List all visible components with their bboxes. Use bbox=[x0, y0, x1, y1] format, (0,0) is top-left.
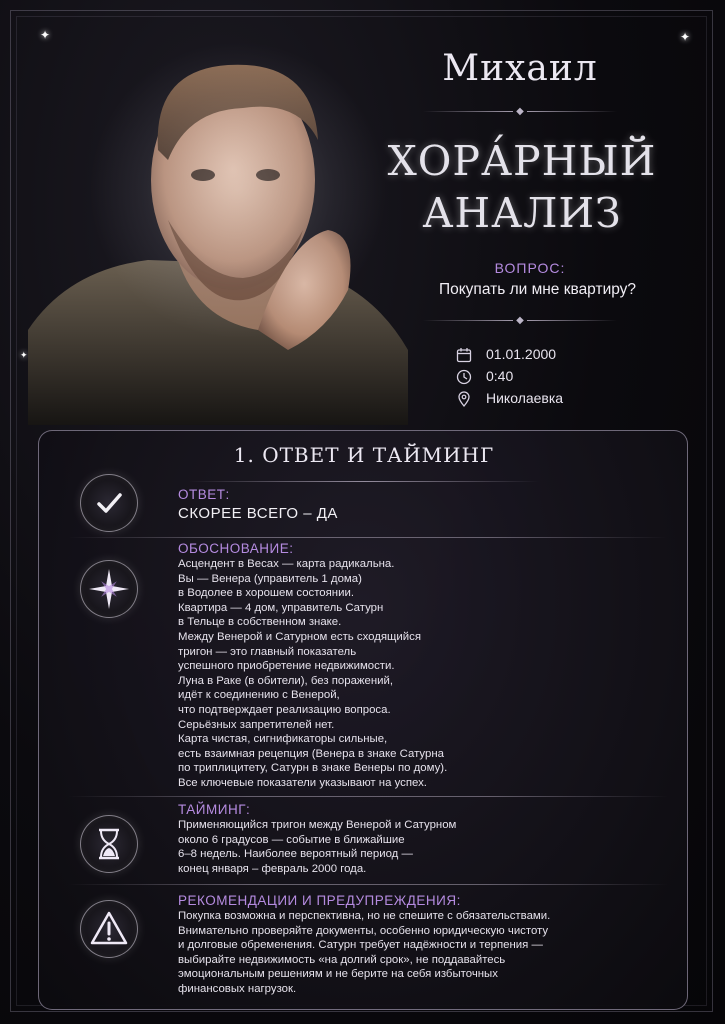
time-text: 0:40 bbox=[486, 368, 514, 384]
question-text: Покупать ли мне квартиру? bbox=[438, 281, 637, 298]
sparkle-icon: ✦ bbox=[20, 350, 28, 360]
checkmark-badge bbox=[80, 474, 138, 532]
card-title: 1. ОТВЕТ И ТАЙМИНГ bbox=[233, 443, 495, 467]
hourglass-icon bbox=[81, 816, 137, 872]
meta-date bbox=[456, 346, 656, 366]
text-line: Вы — Венера (управитель 1 дома) bbox=[178, 572, 362, 585]
reasoning-label: ОБОСНОВАНИЕ: bbox=[178, 541, 294, 556]
recommendations-text bbox=[178, 909, 550, 997]
text-line: есть взаимная рецепция (Венера в знаке Сатурна bbox=[178, 747, 444, 760]
star-badge bbox=[80, 560, 138, 618]
text-line: в Водолее в хорошем состоянии. bbox=[178, 587, 354, 600]
hourglass-badge bbox=[80, 815, 138, 873]
text-line: эмоциональным решениям и не берите на себя избыточных bbox=[178, 968, 498, 981]
timing-text bbox=[178, 818, 456, 876]
place-text: Николаевка bbox=[486, 390, 564, 406]
page-title: ХОРА́РНЫЙ АНАЛИЗ bbox=[387, 137, 657, 237]
divider-ornament: ◆ bbox=[420, 106, 620, 118]
text-line: и долговые обременения. Сатурн требует надёжности и терпения — bbox=[178, 939, 543, 952]
text-line: по триплицитету, Сатурн в знаке Венеры по дому). bbox=[178, 762, 448, 775]
text-line: Карта чистая, сигнификаторы сильные, bbox=[178, 733, 388, 746]
calendar-icon bbox=[456, 347, 472, 363]
reasoning-text bbox=[178, 557, 447, 791]
text-line: Все ключевые показатели указывают на успех. bbox=[178, 776, 427, 789]
compass-star-icon bbox=[81, 561, 137, 617]
answer-text: СКОРЕЕ ВСЕГО – ДА bbox=[178, 505, 338, 522]
text-line: Внимательно проверяйте документы, особенно юридическую чистоту bbox=[178, 924, 549, 937]
text-line: тригон — это главный показатель bbox=[178, 645, 357, 658]
location-pin-icon bbox=[456, 391, 472, 407]
text-line: выбирайте недвижимость «на долгий срок», не поддавайтесь bbox=[178, 953, 506, 966]
checkmark-icon bbox=[81, 475, 137, 531]
section-divider bbox=[68, 537, 668, 538]
date-text: 01.01.2000 bbox=[486, 346, 557, 362]
timing-label: ТАЙМИНГ: bbox=[178, 802, 251, 817]
text-line: Между Венерой и Сатурном есть сходящийся bbox=[178, 630, 422, 643]
text-line: идёт к соединению с Венерой, bbox=[178, 689, 340, 702]
text-line: Асцендент в Весах — карта радикальна. bbox=[178, 558, 395, 570]
meta-time bbox=[456, 368, 656, 388]
text-line: около 6 градусов — событие в ближайшие bbox=[178, 833, 405, 846]
meta-place bbox=[456, 390, 656, 410]
text-line: в Тельце в собственном знаке. bbox=[178, 616, 342, 629]
warning-badge bbox=[80, 900, 138, 958]
sparkle-icon: ✦ bbox=[40, 28, 51, 42]
question-label: ВОПРОС: bbox=[494, 260, 566, 276]
text-line: конец января – февраль 2000 года. bbox=[178, 862, 367, 875]
clock-icon bbox=[456, 369, 472, 385]
recommendations-label: РЕКОМЕНДАЦИИ И ПРЕДУПРЕЖДЕНИЯ: bbox=[178, 893, 461, 908]
text-line: успешного приобретение недвижимости. bbox=[178, 660, 395, 673]
answer-label: ОТВЕТ: bbox=[178, 487, 230, 502]
sparkle-icon: ✦ bbox=[680, 30, 691, 44]
client-name: Михаил bbox=[442, 48, 598, 89]
section-divider bbox=[68, 884, 668, 885]
text-line: Квартира — 4 дом, управитель Сатурн bbox=[178, 601, 384, 614]
warning-icon bbox=[81, 901, 137, 957]
text-line: Луна в Раке (в обители), без поражений, bbox=[178, 674, 394, 687]
text-line: что подтверждает реализацию вопроса. bbox=[178, 703, 391, 716]
text-line: Серьёзных запретителей нет. bbox=[178, 718, 335, 731]
text-line: 6–8 недель. Наиболее вероятный период — bbox=[178, 848, 413, 861]
title-divider bbox=[189, 481, 539, 482]
divider-ornament: ◆ bbox=[420, 315, 620, 327]
text-line: Применяющийся тригон между Венерой и Сатурном bbox=[178, 819, 457, 831]
section-divider bbox=[68, 796, 668, 797]
portrait-photo bbox=[28, 30, 408, 425]
text-line: финансовых нагрузок. bbox=[178, 982, 297, 995]
text-line: Покупка возможна и перспективна, но не спешите с обязательствами. bbox=[178, 910, 551, 922]
